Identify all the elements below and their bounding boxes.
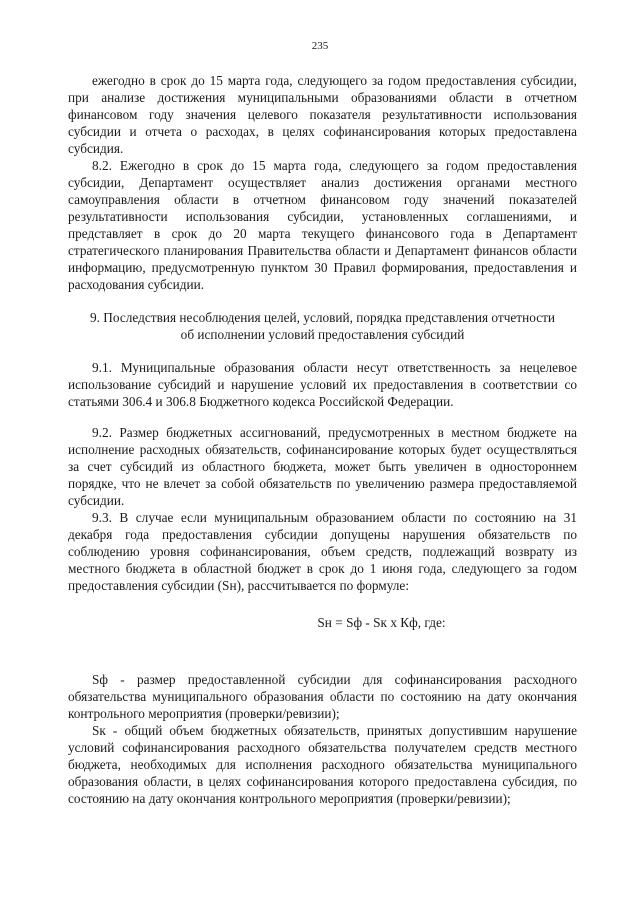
definition-sf: Sф - размер предоставленной субсидии для софинансирования расходного обязательства муниципального образования области по состоянию на дату окончания контрольного мероприятия (проверки/ревизии);	[68, 672, 577, 721]
paragraph-8-2: 8.2. Ежегодно в срок до 15 марта года, следующего за годом предоставления субсидии, Департамент осуществляет анализ достижения органами местного самоуправления области в отчетном финансовом году значений показателей результативности использования субсидии, установленных соглашениями, и представляет в срок до 20 марта текущего финансового года в Департамент стратегического планирования Правительства области и Департамент финансов области информацию, предусмотренную пунктом 30 Правил формирования, предоставления и расходования субсидии.	[68, 158, 577, 292]
definition-sk: Sк - общий объем бюджетных обязательств, принятых допустившим нарушение условий софинансирования расходного обязательства получателем средств местного бюджета, необходимых для исполнения расходного обязательства муниципального образования области, в целях софинансирования которого предоставлена субсидия, по состоянию на дату окончания контрольного мероприятия (проверки/ревизии);	[68, 723, 577, 806]
paragraph-9-1: 9.1. Муниципальные образования области несут ответственность за нецелевое использование субсидий и нарушение условий их предоставления в соответствии со статьями 306.4 и 306.8 Бюджетного кодекса Российской Федерации.	[68, 360, 577, 409]
page-number: 235	[311, 40, 329, 52]
paragraph-9-3: 9.3. В случае если муниципальным образованием области по состоянию на 31 декабря года предоставления субсидии допущены нарушения обязательств по соблюдению уровня софинансирования, объем средств, подлежащий возврату из местного бюджета в областной бюджет в срок до 1 июня года, следующего за годом предоставления субсидии (Sн), рассчитывается по формуле:	[68, 510, 577, 593]
paragraph-subsidy-analysis: ежегодно в срок до 15 марта года, следующего за годом предоставления субсидии, при анализе достижения муниципальными образованиями области в отчетном финансовом году значения целевого показателя результативности использования субсидии и отчета о расходах, в целях софинансирования которых предоставлена субсидия.	[68, 73, 577, 156]
section-9-heading-line2: об исполнении условий предоставления субсидий	[180, 327, 465, 342]
formula: Sн = Sф - Sк x Кф, где:	[317, 615, 446, 630]
section-9-heading	[68, 309, 577, 343]
paragraph-9-2: 9.2. Размер бюджетных ассигнований, предусмотренных в местном бюджете на исполнение расходных обязательств, софинансирование которых будет осуществляться за счет субсидий из областного бюджета, может быть увеличен в одностороннем порядке, что не влечет за собой обязательств по увеличению размера предоставляемой субсидии.	[68, 425, 577, 508]
document-body	[68, 72, 577, 807]
section-9-heading-line1: 9. Последствия несоблюдения целей, условий, порядка представления отчетности	[89, 310, 556, 325]
